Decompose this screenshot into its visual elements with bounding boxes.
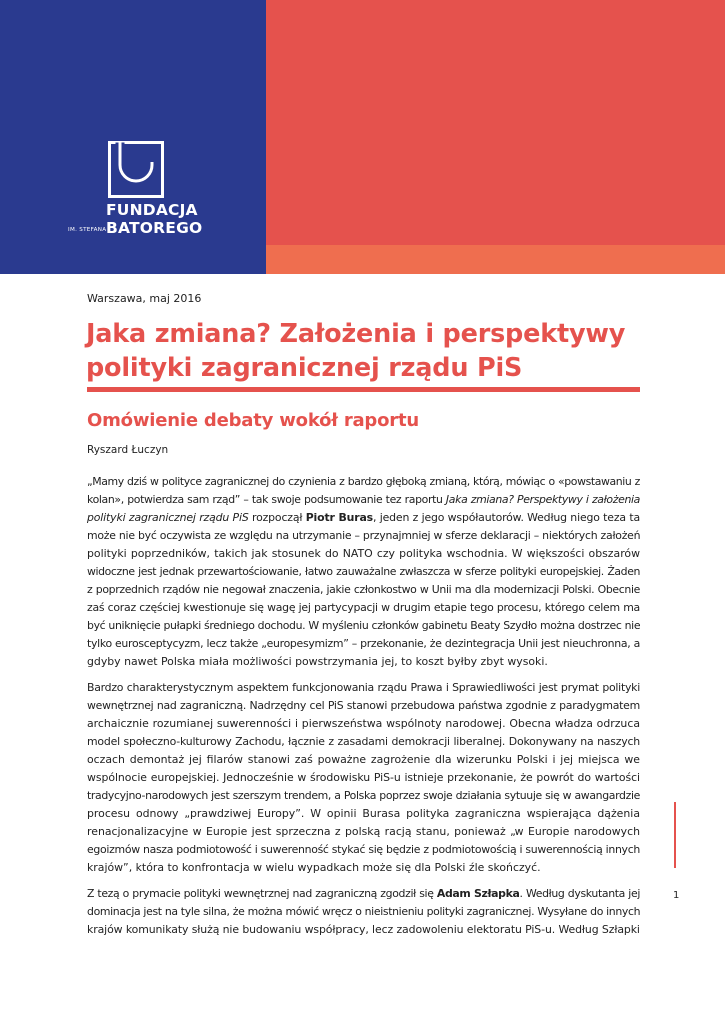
paragraph bbox=[87, 885, 640, 939]
logo-name-line2: BATOREGO bbox=[106, 219, 203, 237]
document-subtitle: Omówienie debaty wokół raportu bbox=[87, 410, 419, 431]
text-line: krajów”, która to konfrontacja w wielu wypadkach może się dla Polski źle skończyć. bbox=[87, 861, 541, 874]
header-orange-strip bbox=[266, 245, 725, 274]
text-line: polityki poprzedników, takich jak stosunek do NATO czy polityka wschodnia. W większości obszarów bbox=[87, 547, 640, 560]
title-divider bbox=[87, 387, 640, 392]
text-line: „Mamy dziś w polityce zagranicznej do czynienia z bardzo głęboką zmianą, którą, mówiąc o «powstawaniu z bbox=[87, 475, 640, 488]
text-line: model społeczno-kulturowy Zachodu, łącznie z zasadami demokracji liberalnej. Dokonywany na naszych bbox=[87, 735, 640, 748]
text-line: wspólnocie europejskiej. Jednocześnie w środowisku PiS-u istnieje przekonanie, że powrót do wartości bbox=[87, 771, 640, 784]
text-line: procesu odnowy „prawdziwej Europy”. W opinii Burasa polityka zagraniczna wspierająca dążenia bbox=[87, 807, 640, 820]
title-line-1: Jaka zmiana? Założenia i perspektywy bbox=[86, 319, 626, 349]
text-line: tylko eurosceptycyzm, lecz także „europesymizm” – przekonanie, że dezintegracja Unii jest nieuchronna, a bbox=[87, 637, 640, 650]
text-line: może nie być oczywista ze względu na utrzymanie – przynajmniej w sferze deklaracji – niektórych założeń bbox=[87, 529, 641, 542]
text-line: kolan», potwierdza sam rząd” – tak swoje podsumowanie tez raportu Jaka zmiana? Perspektywy i założenia bbox=[87, 493, 640, 506]
page-number: 1 bbox=[673, 890, 680, 901]
text-line: dominacja jest na tyle silna, że można mówić wręcz o nieistnieniu polityki zagranicznej. Wysyłane do innych bbox=[87, 905, 641, 918]
text-line: polityki zagranicznej rządu PiS rozpoczął Piotr Buras, jeden z jego współautorów. Według niego teza ta bbox=[87, 511, 640, 524]
logo-wordmark bbox=[106, 201, 202, 237]
text-line: oczach demontaż jej filarów stanowi zaś poważne zagrożenie dla wizerunku Polski i jej miejsca we bbox=[87, 753, 640, 766]
text-line: widoczne jest jednak przewartościowanie, łatwo zauważalne zwłaszcza w sferze polityki europejskiej. Żaden bbox=[87, 565, 640, 578]
paragraph bbox=[87, 473, 640, 671]
text-line: z poprzednich rządów nie negował znaczenia, jakie członkostwo w Unii ma dla modernizacji Polski. Obecnie bbox=[87, 583, 640, 596]
text-line: zaś coraz częściej kwestionuje się wagę jej partycypacji w drugim etapie tego procesu, którego celem ma bbox=[87, 601, 640, 614]
document-title bbox=[86, 317, 646, 385]
document-date: Warszawa, maj 2016 bbox=[87, 292, 202, 305]
title-line-2: polityki zagranicznej rządu PiS bbox=[86, 353, 523, 383]
logo-name-line1: FUNDACJA bbox=[106, 201, 198, 219]
document-author: Ryszard Łuczyn bbox=[87, 444, 169, 456]
text-line: archaicznie rozumianej suwerenności i pierwszeństwa wspólnoty narodowej. Obecna władza odrzuca bbox=[87, 717, 640, 730]
text-line: renacjonalizacyjne w Europie jest sprzeczna z polską racją stanu, ponieważ „w Europie narodowych bbox=[87, 825, 640, 838]
margin-accent-bar bbox=[674, 802, 676, 868]
text-line: Bardzo charakterystycznym aspektem funkcjonowania rządu Prawa i Sprawiedliwości jest prymat polityki bbox=[87, 681, 640, 694]
text-line: gdyby nawet Polska miała możliwości powstrzymania jej, to koszt byłby zbyt wysoki. bbox=[87, 655, 548, 668]
header-red-panel bbox=[266, 0, 725, 245]
paragraph bbox=[87, 679, 640, 877]
text-line: tradycyjno-narodowych jest szerszym trendem, a Polska poprzez swoje działania sytuuje się w awangardzie bbox=[87, 789, 640, 802]
fundacja-logo-icon bbox=[108, 141, 164, 198]
article-body bbox=[87, 473, 640, 947]
logo-small-text: IM. STEFANA bbox=[68, 227, 107, 233]
text-line: egoizmów nasza podmiotowość i suwerenność stykać się będzie z podmiotowością i suwerennością innych bbox=[87, 843, 640, 856]
text-line: być uniknięcie pułapki średniego dochodu. W myśleniu członków gabinetu Beaty Szydło można dostrzec nie bbox=[87, 619, 641, 632]
text-line: krajów komunikaty służą nie budowaniu współpracy, lecz zadowoleniu elektoratu PiS-u. Według Szłapki bbox=[87, 923, 640, 936]
text-line: Z tezą o prymacie polityki wewnętrznej nad zagraniczną zgodził się Adam Szłapka. Według dyskutanta jej bbox=[87, 887, 640, 900]
text-line: wewnętrznej nad zagraniczną. Nadrzędny cel PiS stanowi przebudowa państwa zgodnie z paradygmatem bbox=[87, 699, 640, 712]
